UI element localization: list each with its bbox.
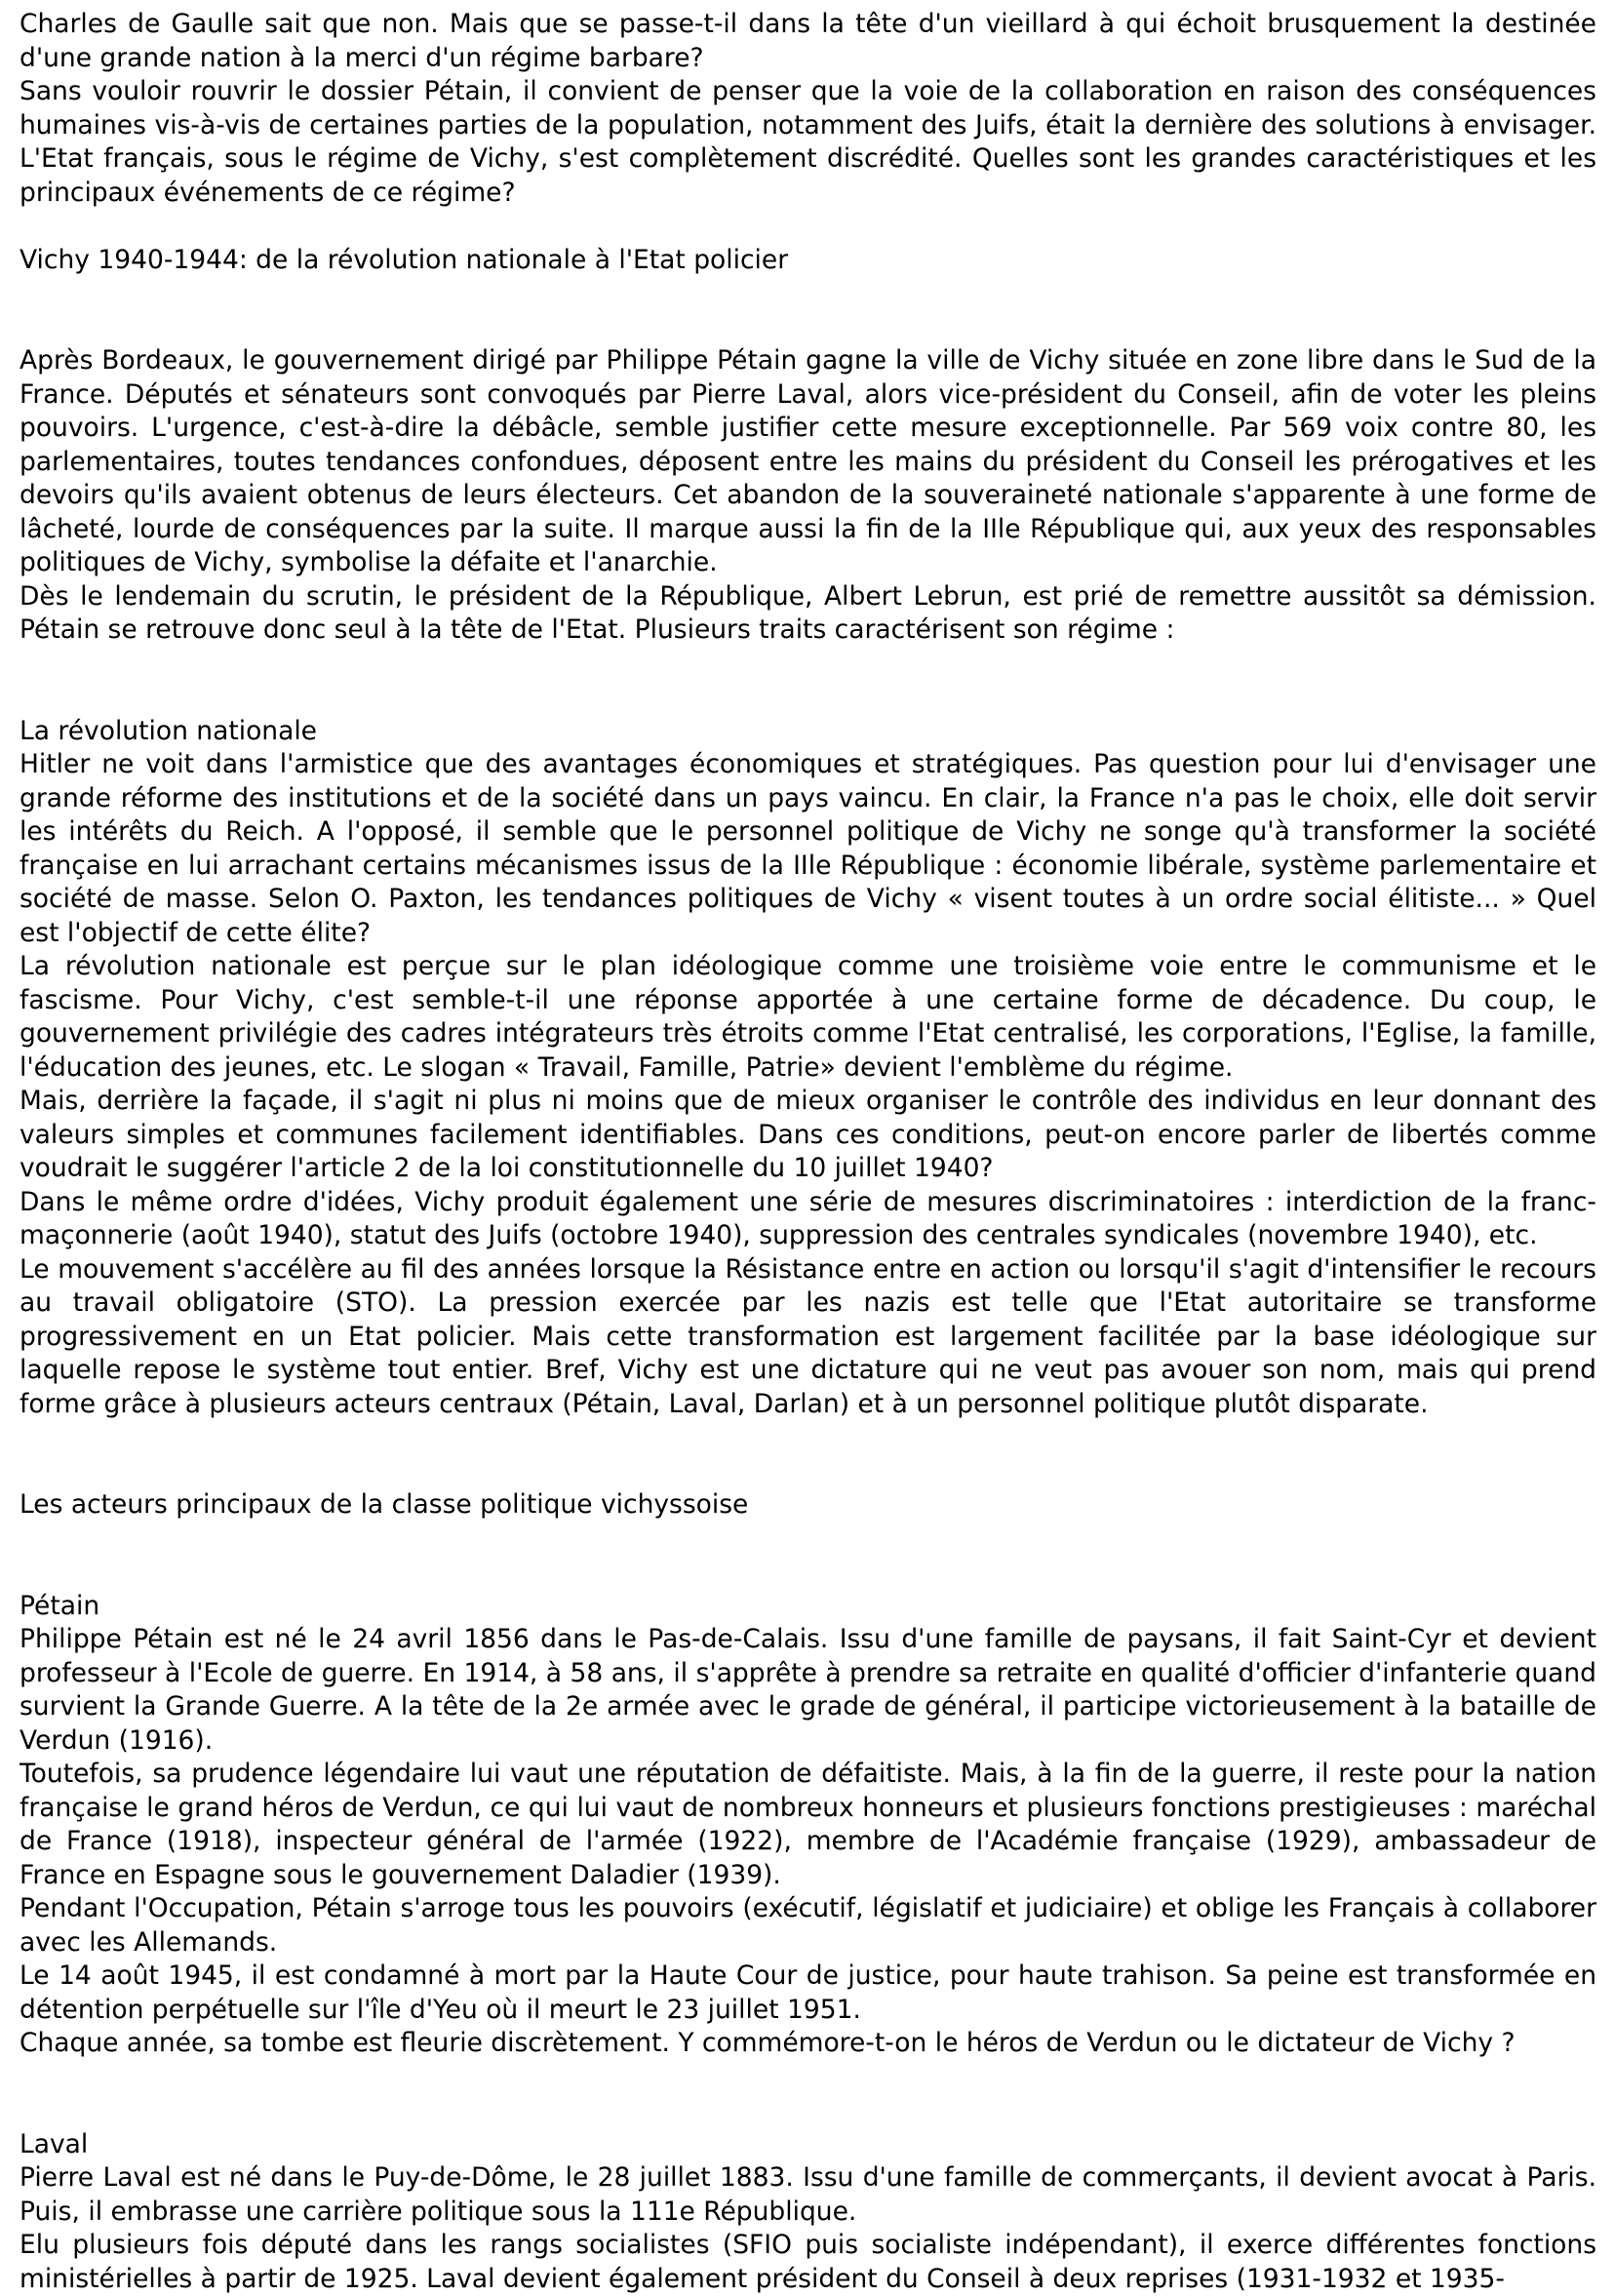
vichy-paragraph-2: Dès le lendemain du scrutin, le président de la République, Albert Lebrun, est prié de remettre aussitôt sa démission. Pétain se retrouve donc seul à la tête de l'Etat. Plusieurs traits caractérisent son régime : (20, 580, 1596, 645)
revolution-paragraph-2: La révolution nationale est perçue sur le plan idéologique comme une troisième voie entre le communisme et le fascisme. Pour Vichy, c'est semble-t-il une réponse apportée à une certaine forme de décadence. Du coup, le gouvernement privilégie des cadres intégrateurs très étroits comme l'Etat centralisé, les corporations, l'Eglise, la famille, l'éducation des jeunes, etc. Le slogan « Travail, Famille, Patrie» devient l'emblème du régime. (20, 951, 1596, 1083)
revolution-paragraph-5: Le mouvement s'accélère au fil des années lorsque la Résistance entre en action ou lorsqu'il s'agit d'intensifier le recours au travail obligatoire (STO). La pression exercée par les nazis est telle que l'Etat autoritaire se transforme progressivement en un Etat policier. Mais cette transformation est largement facilitée par la base idéologique sur laquelle repose le système tout entier. Bref, Vichy est une dictature qui ne veut pas avouer son nom, mais qui prend forme grâce à plusieurs acteurs centraux (Pétain, Laval, Darlan) et à un personnel politique plutôt disparate. (20, 1253, 1596, 1419)
spacer (20, 1421, 1596, 1488)
petain-paragraph-5: Chaque année, sa tombe est fleurie discrètement. Y commémore-t-on le héros de Verdun ou le dictateur de Vichy ? (20, 2028, 1516, 2058)
section-heading-vichy: Vichy 1940-1944: de la révolution nationale à l'Etat policier (20, 244, 789, 275)
spacer (20, 277, 1596, 344)
laval-paragraph-2: Elu plusieurs fois député dans les rangs socialistes (SFIO puis socialiste indépendant), il exerce différentes fonctions ministérielles à partir de 1925. Laval devient également président du Conseil à deux reprises (1931-1932 et 1935- (20, 2230, 1596, 2294)
petain-paragraph-3: Pendant l'Occupation, Pétain s'arroge tous les pouvoirs (exécutif, législatif et judiciaire) et oblige les Français à collaborer avec les Allemands. (20, 1893, 1596, 1958)
revolution-paragraph-1: Hitler ne voit dans l'armistice que des avantages économiques et stratégiques. Pas question pour lui d'envisager une grande réforme des institutions et de la société dans un pays vaincu. En clair, la France n'a pas le choix, elle doit servir les intérêts du Reich. A l'opposé, il semble que le personnel politique de Vichy ne songe qu'à transformer la société française en lui arrachant certains mécanismes issus de la IIle République : économie libérale, système parlementaire et société de masse. Selon O. Paxton, les tendances politiques de Vichy « visent toutes à un ordre social élitiste... » Quel est l'objectif de cette élite? (20, 749, 1596, 948)
section-heading-acteurs: Les acteurs principaux de la classe politique vichyssoise (20, 1489, 749, 1520)
spacer (20, 1523, 1596, 1590)
petain-paragraph-1: Philippe Pétain est né le 24 avril 1856 dans le Pas-de-Calais. Issu d'une famille de paysans, il fait Saint-Cyr et devient professeur à l'Ecole de guerre. En 1914, à 58 ans, il s'apprête à prendre sa retraite en qualité d'officier d'infanterie quand survient la Grande Guerre. A la tête de la 2e armée avec le grade de général, il participe victorieusement à la bataille de Verdun (1916). (20, 1624, 1596, 1756)
intro-paragraph-2: Sans vouloir rouvrir le dossier Pétain, il convient de penser que la voie de la collaboration en raison des conséquences humaines vis-à-vis de certaines parties de la population, notamment des Juifs, était la dernière des solutions à envisager. L'Etat français, sous le régime de Vichy, s'est complètement discrédité. Quelles sont les grandes caractéristiques et les principaux événements de ce régime? (20, 76, 1596, 208)
section-heading-laval: Laval (20, 2128, 89, 2159)
intro-paragraph-1: Charles de Gaulle sait que non. Mais que se passe-t-il dans la tête d'un vieillard à qui échoit brusquement la destinée d'une grande nation à la merci d'un régime barbare? (20, 9, 1596, 73)
spacer (20, 210, 1596, 244)
spacer (20, 2061, 1596, 2128)
vichy-paragraph-1: Après Bordeaux, le gouvernement dirigé par Philippe Pétain gagne la ville de Vichy située en zone libre dans le Sud de la France. Députés et sénateurs sont convoqués par Pierre Laval, alors vice-président du Conseil, afin de voter les pleins pouvoirs. L'urgence, c'est-à-dire la débâcle, semble justifier cette mesure exceptionnelle. Par 569 voix contre 80, les parlementaires, toutes tendances confondues, déposent entre les mains du président du Conseil les prérogatives et les devoirs qu'ils avaient obtenus de leurs électeurs. Cet abandon de la souveraineté nationale s'apparente à une forme de lâcheté, lourde de conséquences par la suite. Il marque aussi la fin de la IIle République qui, aux yeux des responsables politiques de Vichy, symbolise la défaite et l'anarchie. (20, 345, 1596, 577)
section-heading-petain: Pétain (20, 1590, 100, 1621)
spacer (20, 648, 1596, 715)
revolution-paragraph-4: Dans le même ordre d'idées, Vichy produit également une série de mesures discriminatoires : interdiction de la franc-maçonnerie (août 1940), statut des Juifs (octobre 1940), suppression des centrales syndicales (novembre 1940), etc. (20, 1186, 1596, 1250)
document-page (20, 8, 1596, 2296)
revolution-paragraph-3: Mais, derrière la façade, il s'agit ni plus ni moins que de mieux organiser le contrôle des individus en leur donnant des valeurs simples et communes facilement identifiables. Dans ces conditions, peut-on encore parler de libertés comme voudrait le suggérer l'article 2 de la loi constitutionnelle du 10 juillet 1940? (20, 1086, 1596, 1183)
laval-paragraph-1: Pierre Laval est né dans le Puy-de-Dôme, le 28 juillet 1883. Issu d'une famille de commerçants, il devient avocat à Paris. Puis, il embrasse une carrière politique sous la 111e République. (20, 2162, 1596, 2227)
petain-paragraph-2: Toutefois, sa prudence légendaire lui vaut une réputation de défaitiste. Mais, à la fin de la guerre, il reste pour la nation française le grand héros de Verdun, ce qui lui vaut de nombreux honneurs et plusieurs fonctions prestigieuses : maréchal de France (1918), inspecteur général de l'armée (1922), membre de l'Académie française (1929), ambassadeur de France en Espagne sous le gouvernement Daladier (1939). (20, 1759, 1596, 1890)
section-heading-revolution: La révolution nationale (20, 715, 317, 746)
petain-paragraph-4: Le 14 août 1945, il est condamné à mort par la Haute Cour de justice, pour haute trahison. Sa peine est transformée en détention perpétuelle sur l'île d'Yeu où il meurt le 23 juillet 1951. (20, 1960, 1596, 2025)
